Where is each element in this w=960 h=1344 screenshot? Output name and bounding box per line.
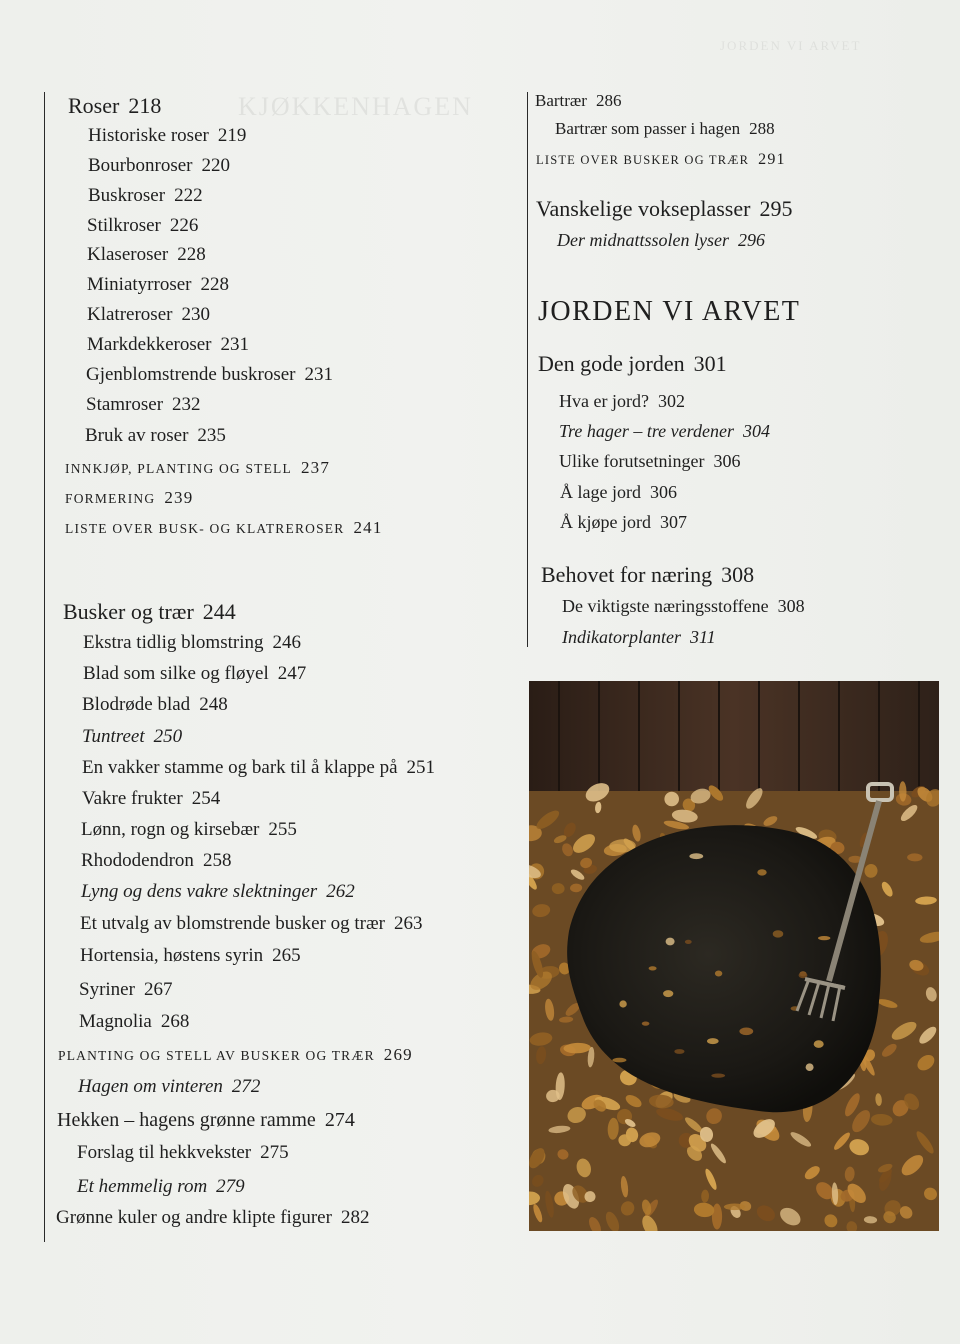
toc-title: Ulike forutsetninger: [559, 451, 705, 471]
toc-title: FORMERING: [65, 491, 156, 506]
toc-entry: [87, 275, 229, 294]
toc-page-number: 228: [177, 244, 206, 265]
toc-page-number: 304: [742, 421, 770, 441]
toc-title: Hortensia, høstens syrin: [80, 945, 264, 966]
toc-entry: [82, 758, 435, 777]
toc-page-number: 247: [277, 663, 307, 684]
toc-page-number: 237: [300, 458, 331, 477]
toc-page-number: 301: [693, 351, 727, 376]
left-column-rule: [44, 92, 45, 1242]
toc-italic-entry: [562, 628, 716, 646]
toc-title: Hva er jord?: [559, 391, 649, 411]
toc-smallcaps-entry: [58, 1046, 413, 1063]
toc-page-number: 258: [202, 850, 232, 871]
toc-entry: [88, 126, 246, 145]
toc-title: Miniatyrroser: [87, 274, 192, 295]
toc-title: Lyng og dens vakre slektninger: [81, 881, 318, 902]
toc-entry: [80, 914, 423, 933]
toc-title: En vakker stamme og bark til å klappe på: [82, 757, 398, 778]
toc-title: Forslag til hekkvekster: [77, 1142, 252, 1163]
toc-entry: [559, 392, 685, 410]
toc-page-number: 275: [260, 1142, 289, 1163]
toc-page-number: 306: [649, 482, 677, 502]
toc-entry: [560, 513, 687, 531]
toc-entry: [85, 426, 226, 445]
toc-page-number: 263: [394, 913, 423, 934]
toc-page-number: 279: [216, 1176, 245, 1197]
toc-title: Å lage jord: [560, 482, 641, 502]
toc-page-number: 241: [353, 518, 383, 537]
toc-title: Klatreroser: [87, 304, 173, 325]
toc-page-number: 220: [201, 155, 230, 176]
toc-smallcaps-entry: [65, 489, 193, 506]
toc-page-number: 232: [172, 394, 201, 415]
toc-page-number: 231: [220, 334, 250, 355]
toc-page-number: 274: [324, 1109, 355, 1131]
toc-title: Hekken – hagens grønne ramme: [57, 1109, 316, 1131]
toc-section: [536, 198, 792, 220]
toc-title: Å kjøpe jord: [560, 512, 651, 532]
toc-title: Et hemmelig rom: [77, 1176, 208, 1197]
toc-title: Et utvalg av blomstrende busker og trær: [80, 913, 385, 934]
part-heading: JORDEN VI ARVET: [538, 296, 801, 327]
toc-page-number: 239: [164, 488, 194, 507]
toc-smallcaps-entry: [65, 459, 330, 476]
toc-italic-entry: [78, 1077, 260, 1096]
toc-entry: [82, 695, 228, 714]
toc-page-number: 228: [200, 274, 229, 295]
toc-entry: [79, 1012, 189, 1031]
toc-title: Stamroser: [86, 394, 164, 415]
toc-page-number: 286: [595, 91, 622, 110]
toc-title: Markdekkeroser: [87, 334, 212, 355]
toc-title: LISTE OVER BUSK- OG KLATREROSER: [65, 521, 345, 536]
toc-title: Behovet for næring: [541, 562, 713, 587]
toc-entry: [82, 789, 220, 808]
toc-title: Bartrær: [535, 91, 587, 110]
toc-title: Syriner: [79, 979, 135, 1000]
toc-italic-entry: [77, 1177, 245, 1196]
toc-entry: [81, 851, 231, 870]
compost-photo: [529, 681, 939, 1231]
toc-title: Indikatorplanter: [562, 627, 681, 647]
toc-title: Bruk av roser: [85, 425, 189, 446]
toc-title: Magnolia: [79, 1011, 152, 1032]
toc-title: Busker og trær: [63, 599, 194, 624]
toc-page-number: 246: [272, 632, 301, 653]
toc-entry: [81, 820, 297, 839]
toc-entry: [555, 120, 775, 137]
toc-page-number: 226: [169, 215, 199, 236]
toc-entry: [88, 156, 230, 175]
toc-smallcaps-entry: [536, 152, 786, 168]
toc-title: Vanskelige vokseplasser: [536, 196, 751, 221]
compost-illustration: [529, 681, 939, 1231]
toc-title: Den gode jorden: [538, 351, 685, 376]
toc-entry: [79, 980, 172, 999]
toc-page-number: 295: [759, 196, 793, 221]
toc-section: [57, 1110, 355, 1130]
toc-page-number: 222: [174, 185, 203, 206]
toc-page-number: 255: [268, 819, 297, 840]
toc-title: Stilkroser: [87, 215, 161, 236]
toc-page-number: 291: [758, 151, 786, 168]
toc-page-number: 231: [304, 364, 333, 385]
toc-section: [541, 564, 754, 586]
toc-entry: [80, 946, 301, 965]
toc-entry: [87, 305, 210, 324]
toc-title: Historiske roser: [88, 125, 209, 146]
toc-page-number: 308: [721, 562, 755, 587]
toc-title: Hagen om vinteren: [78, 1076, 223, 1097]
toc-title: Rhododendron: [81, 850, 194, 871]
toc-title: Lønn, rogn og kirsebær: [81, 819, 260, 840]
toc-page-number: 311: [690, 627, 716, 647]
toc-entry: [559, 452, 740, 470]
toc-entry: [87, 335, 249, 354]
toc-page-number: 272: [231, 1076, 261, 1097]
toc-smallcaps-entry: [65, 519, 383, 536]
toc-entry: [83, 633, 301, 652]
toc-page-number: 218: [128, 93, 162, 118]
toc-page-number: 296: [737, 230, 765, 250]
toc-section: [68, 95, 161, 117]
toc-page-number: 219: [217, 125, 247, 146]
toc-italic-entry: [557, 231, 765, 249]
toc-section: [63, 601, 236, 623]
toc-page-number: 235: [197, 425, 226, 446]
toc-entry: [562, 597, 805, 615]
right-column-rule: [527, 92, 528, 647]
toc-entry: [77, 1143, 289, 1162]
toc-page-number: 230: [181, 304, 210, 325]
toc-italic-entry: [81, 882, 355, 901]
toc-entry: [535, 92, 621, 109]
toc-page-number: 265: [272, 945, 301, 966]
toc-entry: [86, 395, 201, 414]
toc-title: Tuntreet: [82, 726, 145, 747]
toc-title: Roser: [68, 93, 120, 118]
toc-italic-entry: [559, 422, 770, 440]
toc-page-number: 244: [202, 599, 236, 624]
toc-section: [56, 1208, 369, 1227]
toc-page-number: 306: [713, 451, 741, 471]
toc-title: INNKJØP, PLANTING OG STELL: [65, 461, 292, 476]
toc-page-number: 254: [191, 788, 221, 809]
toc-title: Bartrær som passer i hagen: [555, 119, 741, 138]
toc-title: Blad som silke og fløyel: [83, 663, 269, 684]
toc-entry: [88, 186, 203, 205]
toc-title: Gjenblomstrende buskroser: [86, 364, 296, 385]
toc-entry: [86, 365, 333, 384]
toc-page-number: 282: [340, 1207, 370, 1228]
toc-title: Tre hager – tre verdener: [559, 421, 734, 441]
toc-title: Vakre frukter: [82, 788, 183, 809]
toc-page-number: 248: [199, 694, 228, 715]
toc-page-number: 251: [406, 757, 436, 778]
toc-entry: [87, 216, 198, 235]
show-through-heading: KJØKKENHAGEN: [238, 92, 473, 121]
toc-page-number: 268: [160, 1011, 190, 1032]
toc-title: Grønne kuler og andre klipte figurer: [56, 1207, 332, 1228]
show-through-header: JORDEN VI ARVET: [720, 38, 862, 53]
toc-entry: [560, 483, 677, 501]
toc-page-number: 262: [326, 881, 355, 902]
toc-title: Buskroser: [88, 185, 166, 206]
toc-title: LISTE OVER BUSKER OG TRÆR: [536, 153, 750, 167]
toc-title: Ekstra tidlig blomstring: [83, 632, 264, 653]
toc-title: Blodrøde blad: [82, 694, 191, 715]
toc-page-number: 307: [659, 512, 687, 532]
toc-title: Bourbonroser: [88, 155, 193, 176]
toc-entry: [83, 664, 306, 683]
toc-page-number: 302: [657, 391, 685, 411]
toc-page-number: 250: [153, 726, 183, 747]
toc-page-number: 288: [749, 119, 775, 138]
toc-title: De viktigste næringsstoffene: [562, 596, 769, 616]
toc-page-number: 269: [383, 1045, 413, 1064]
toc-title: Der midnattssolen lyser: [557, 230, 729, 250]
toc-page-number: 308: [777, 596, 805, 616]
toc-page-number: 267: [143, 979, 173, 1000]
toc-section: [538, 353, 727, 375]
toc-entry: [87, 245, 206, 264]
toc-title: Klaseroser: [87, 244, 169, 265]
toc-title: PLANTING OG STELL AV BUSKER OG TRÆR: [58, 1048, 375, 1063]
toc-italic-entry: [82, 727, 182, 746]
